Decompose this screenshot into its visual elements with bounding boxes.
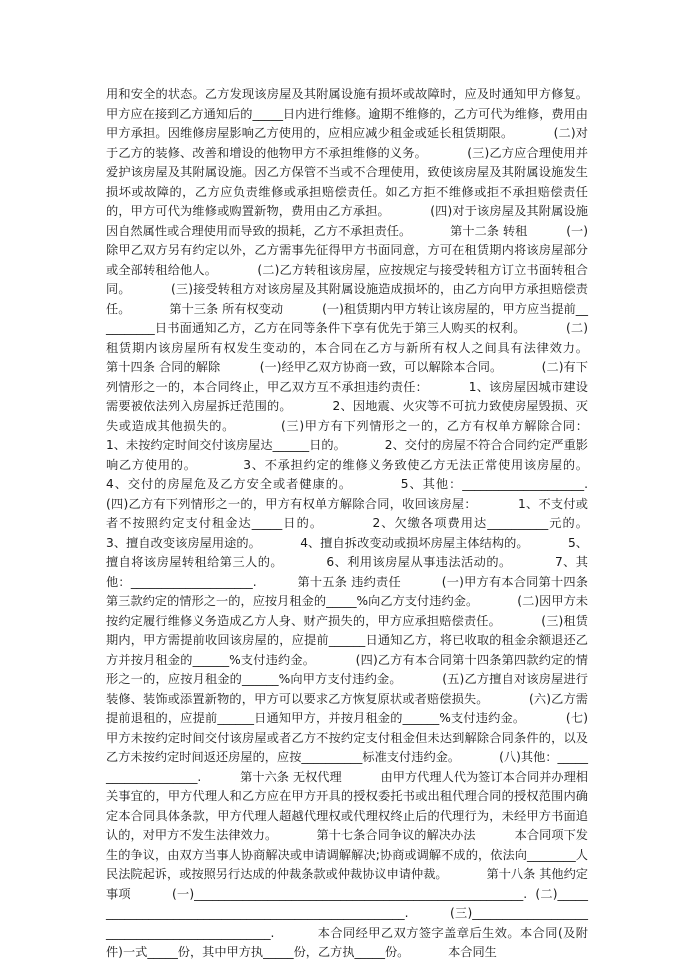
contract-body-text: 用和安全的状态。乙方发现该房屋及其附属设施有损坏或故障时，应及时通知甲方修复。甲方应在接到乙方通知后的_____日内进行维修。逾期不维修的，乙方可代为维修，费用由甲方承担。因维修房屋影响乙方使用的，应相应减少租金或延长租赁期限。 (二)对于乙方的装修、改善和增设的他物甲方不承担维修的义务。 (三)乙方应合理使用并爱护该房屋及其附属设施。因乙方保管不当或不合理使用，致使该房屋及其附属设施发生损坏或故障的，乙方应负责维修或承担赔偿责任。如乙方拒不维修或拒不承担赔偿责任的，甲方可代为维修或购置新物，费用由乙方承担。 (四)对于该房屋及其附属设施因自然属性或合理使用而导致的损耗，乙方不承担责任。 第十二条 转租 (一)除甲乙双方另有约定以外，乙方需事先征得甲方书面同意，方可在租赁期内将该房屋部分或全部转租给他人。 (二)乙方转租该房屋，应按规定与接受转租方订立书面转租合同。 (三)接受转租方对该房屋及其附属设施造成损坏的，由乙方向甲方承担赔偿责任。 第十三条 所有权变动 (一)租赁期内甲方转让该房屋的，甲方应当提前__________日书面通知乙方，乙方在同等条件下享有优先于第三人购买的权利。 (二)租赁期内该房屋所有权发生变动的，本合同在乙方与新所有权人之间具有法律效力。 第十四条 合同的解除 (一)经甲乙双方协商一致，可以解除本合同。 (二)有下列情形之一的，本合同终止，甲乙双方互不承担违约责任： 1、该房屋因城市建设需要被依法列入房屋拆迁范围的。 2、因地震、火灾等不可抗力致使房屋毁损、灭失或造成其他损失的。 (三)甲方有下列情形之一的，乙方有权单方解除合同： 1、未按约定时间交付该房屋达______日的。 2、交付的房屋不符合合同约定严重影响乙方使用的。 3、不承担约定的维修义务致使乙方无法正常使用该房屋的。 4、交付的房屋危及乙方安全或者健康的。 5、其他：____________________. (四)乙方有下列情形之一的，甲方有权单方解除合同，收回该房屋： 1、不支付或者不按照约定支付租金达_____日的。 2、欠缴各项费用达__________元的。 3、擅自改变该房屋用途的。 4、擅自拆改变动或损坏房屋主体结构的。 5、擅自将该房屋转租给第三人的。 6、利用该房屋从事违法活动的。 7、其他：____________________. 第十五条 违约责任 (一)甲方有本合同第十四条第三款约定的情形之一的，应按月租金的_____%向乙方支付违约金。 (二)因甲方未按约定履行维修义务造成乙方人身、财产损失的，甲方应承担赔偿责任。 (三)租赁期内，甲方需提前收回该房屋的，应提前______日通知乙方，将已收取的租金余额退还乙方并按月租金的______%支付违约金。 (四)乙方有本合同第十四条第四款约定的情形之一的，应按月租金的______%向甲方支付违约金。 (五)乙方擅自对该房屋进行装修、装饰或添置新物的，甲方可以要求乙方恢复原状或者赔偿损失。 (六)乙方需提前退租的，应提前______日通知甲方，并按月租金的______%支付违约金。 (七)甲方未按约定时间交付该房屋或者乙方不按约定支付租金但未达到解除合同条件的，以及乙方未按约定时间返还房屋的，应按__________标准支付违约金。 (八)其他：____________________. 第十六条 无权代理 由甲方代理人代为签订本合同并办理相关事宜的，甲方代理人和乙方应在甲方开具的授权委托书或出租代理合同的授权范围内确定本合同具体条款，甲方代理人超越代理权或代理权终止后的代理行为，未经甲方书面追认的，对甲方不发生法律效力。 第十七条合同争议的解决办法 本合同项下发生的争议，由双方当事人协商解决或申请调解解决;协商或调解不成的，依法向________人民法院起诉，或按照另行达成的仲裁条款或仲裁协议申请仲裁。 第十八条 其他约定事项 (一)______________________________________________________. (二)______________________________________________________. (三)______________________________________________. 本合同经甲乙双方签字盖章后生效。本合同(及附件)一式_____份，其中甲方执_____份，乙方执_____份。 本合同生 <box>106 87 627 959</box>
